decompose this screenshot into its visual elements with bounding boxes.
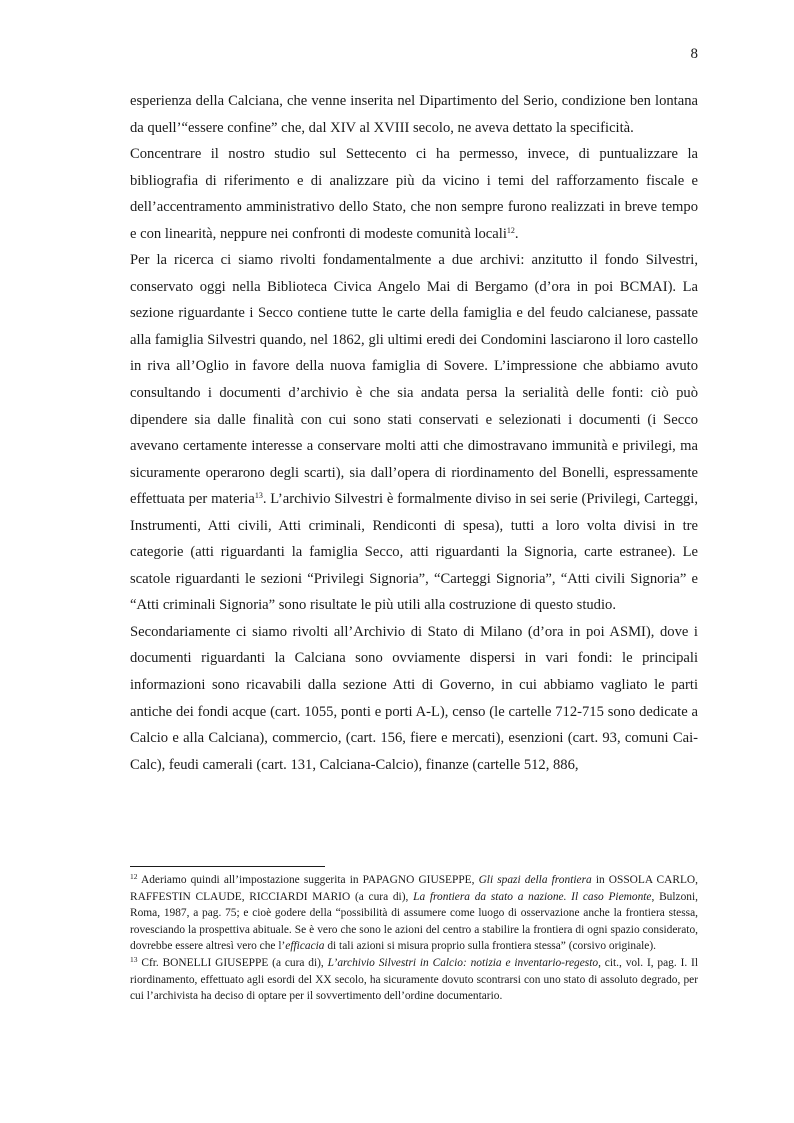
footnote-title: Gli spazi della frontiera xyxy=(478,874,592,886)
footnote-number: 12 xyxy=(130,872,138,881)
footnotes xyxy=(130,872,698,1005)
footnote-number: 13 xyxy=(130,954,138,964)
footnote-text: in OSSOLA CARLO, RAFFESTIN CLAUDE, RICCIARDI MARIO (a cura di), xyxy=(130,874,699,903)
footnote xyxy=(130,955,698,1005)
footnote-title: La frontiera da stato a nazione. Il caso Piemonte xyxy=(413,890,652,903)
footnote-title: L’archivio Silvestri in Calcio: notizia e inventario-regesto xyxy=(327,956,599,969)
footnote-reference[interactable]: 13 xyxy=(254,491,263,501)
footnote-text: Cfr. BONELLI GIUSEPPE (a cura di), xyxy=(137,956,328,969)
paragraph-text: Concentrare il nostro studio sul Settecento ci ha permesso, invece, di puntualizzare la bibliografia di riferimento e di analizzare più da vicino i temi del rafforzamento fiscale e dell’accentramento amministrativo dello Stato, che non sempre furono realizzati in breve tempo e con linearità, neppure nei confronti di modeste comunità locali xyxy=(130,146,698,242)
paragraph-text: . xyxy=(514,225,519,242)
footnote xyxy=(130,872,698,955)
footnote-separator xyxy=(130,866,325,867)
footnote-reference[interactable]: 12 xyxy=(506,225,515,235)
paragraph-text: . L’archivio Silvestri è formalmente diviso in sei serie (Privilegi, Carteggi, Instrumenti, Atti civili, Atti criminali, Rendiconti di spesa), tutti a loro volta divisi in tre categorie (atti riguardanti la famiglia Secco, atti riguardanti la Signoria, carte estranee). Le scatole riguardanti le sezioni “Privilegi Signoria”, “Carteggi Signoria”, “Atti civili Signoria” e “Atti criminali Signoria” sono risultate le più utili alla costruzione di questo studio. xyxy=(130,491,699,614)
footnote-text: , Bulzoni, Roma, 1987, a pag. 75; e cioè godere della “possibilità di assumere come luogo di osservazione anche la frontiera stessa, rovesciando la prospettiva abituale. Se è vero che sono le azioni del centro a stabilire la frontiera di ogni spazio considerato, dovrebbe essere altresì vero che l’ xyxy=(130,890,698,953)
footnote-text: Aderiamo quindi all’impostazione suggerita in PAPAGNO GIUSEPPE, xyxy=(137,874,479,886)
paragraph xyxy=(130,247,698,619)
page-number: 8 xyxy=(690,46,698,62)
paragraph xyxy=(130,141,698,247)
paragraph-text: Per la ricerca ci siamo rivolti fondamentalmente a due archivi: anzitutto il fondo Silvestri, conservato oggi nella Biblioteca Civica Angelo Mai di Bergamo (d’ora in poi BCMAI). La sezione riguardante i Secco contiene tutte le carte della famiglia e del feudo calcianese, passate alla famiglia Silvestri quando, nel 1862, gli ultimi eredi dei Condomini lasciarono il loro castello in riva all’Oglio in favore della nuova famiglia di Sovere. L’impressione che abbiamo avuto consultando i documenti d’archivio è che sia andata persa la serialità delle fonti: ciò può dipendere sia dalle finalità con cui sono stati conservati e selezionati i documenti (i Secco avevano certamente interesse a conservare molti atti che dimostravano immunità e privilegi, ma sicuramente operarono degli scarti), sia dall’opera di riordinamento del Bonelli, espressamente effettuata per materia xyxy=(130,252,698,508)
footnote-text: di tali azioni si misura proprio sulla frontiera stessa” (corsivo originale). xyxy=(324,940,657,953)
footnote-text: , cit., vol. I, pag. I. Il riordinamento, effettuato agli esordi del XX secolo, ha sicuramente dovuto scontrarsi con uno stato di assoluto degrado, per cui l’archivista ha deciso di optare per il sovvertimento dell’ordine documentario. xyxy=(130,956,699,1003)
paragraph: esperienza della Calciana, che venne inserita nel Dipartimento del Serio, condizione ben lontana da quell’“essere confine” che, dal XIV al XVIII secolo, ne aveva dettato la specificità. xyxy=(130,93,698,136)
body-text xyxy=(130,88,698,778)
footnote-emphasis: efficacia xyxy=(285,940,325,953)
paragraph: Secondariamente ci siamo rivolti all’Archivio di Stato di Milano (d’ora in poi ASMI), dove i documenti riguardanti la Calciana sono ovviamente dispersi in vari fondi: le principali informazioni sono ricavabili dalla sezione Atti di Governo, in cui abbiamo vagliato le parti antiche dei fondi acque (cart. 1055, ponti e porti A-L), censo (le cartelle 712-715 sono dedicate a Calcio e alla Calciana), commercio, (cart. 156, fiere e mercati), esenzioni (cart. 93, comuni Cai-Calc), feudi camerali (cart. 131, Calciana-Calcio), finanze (cartelle 512, 886, xyxy=(130,623,698,773)
